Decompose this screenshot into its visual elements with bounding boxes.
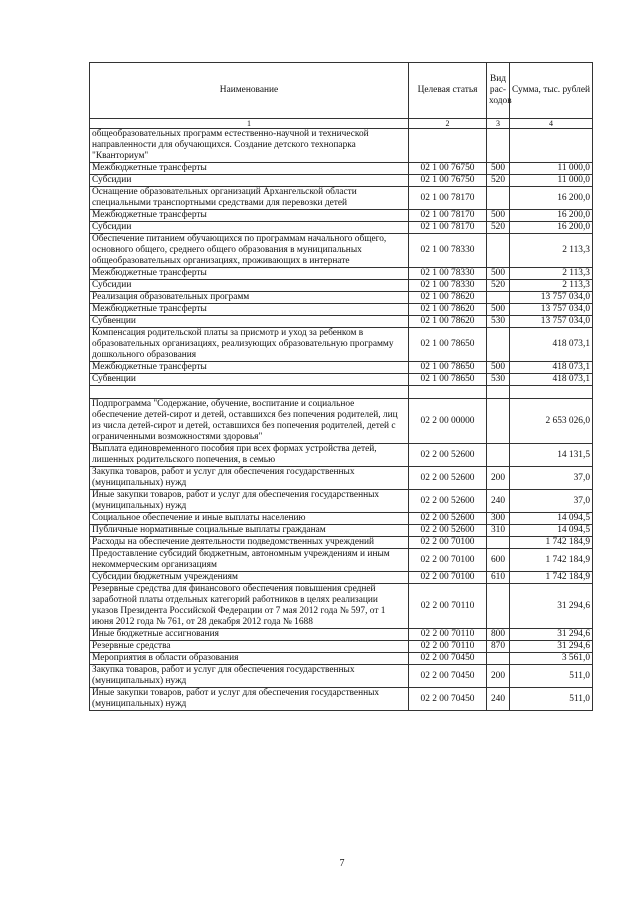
row-name: Межбюджетные трансферты bbox=[90, 163, 409, 175]
row-expense-type bbox=[487, 653, 510, 665]
row-target-code: 02 2 00 52600 bbox=[409, 490, 487, 513]
table-row bbox=[90, 399, 593, 444]
row-name: Субсидии bbox=[90, 222, 409, 234]
row-sum: 16 200,0 bbox=[510, 187, 593, 210]
column-number-row bbox=[90, 119, 593, 129]
row-expense-type bbox=[487, 187, 510, 210]
row-target-code: 02 1 00 78330 bbox=[409, 268, 487, 280]
row-expense-type: 500 bbox=[487, 163, 510, 175]
table-row bbox=[90, 328, 593, 362]
row-target-code: 02 1 00 78620 bbox=[409, 292, 487, 304]
page-number: 7 bbox=[339, 858, 345, 869]
row-expense-type bbox=[487, 386, 510, 399]
table-row bbox=[90, 280, 593, 292]
row-target-code: 02 2 00 70110 bbox=[409, 584, 487, 629]
row-target-code: 02 1 00 78620 bbox=[409, 316, 487, 328]
row-sum bbox=[510, 129, 593, 163]
row-target-code: 02 2 00 70100 bbox=[409, 572, 487, 584]
table-row bbox=[90, 490, 593, 513]
row-expense-type: 240 bbox=[487, 490, 510, 513]
table-row bbox=[90, 629, 593, 641]
row-sum: 2 653 026,0 bbox=[510, 399, 593, 444]
row-name: Межбюджетные трансферты bbox=[90, 210, 409, 222]
row-expense-type bbox=[487, 584, 510, 629]
row-target-code: 02 2 00 52600 bbox=[409, 513, 487, 525]
row-name: Подпрограмма "Содержание, обучение, воспитание и социальное обеспечение детей-сирот и детей, оставшихся без попечения родителей, лиц из числа детей-сирот и детей, оставшихся без попечения родителей, детей с ограниченными возможностями здоровья" bbox=[90, 399, 409, 444]
row-name: Публичные нормативные социальные выплаты гражданам bbox=[90, 525, 409, 537]
table-row bbox=[90, 549, 593, 572]
row-expense-type bbox=[487, 234, 510, 268]
header-sum: Сумма, тыс. рублей bbox=[510, 63, 593, 119]
row-sum: 31 294,6 bbox=[510, 584, 593, 629]
row-name: Оснащение образовательных организаций Архангельской области специальными транспортными средствами для перевозки детей bbox=[90, 187, 409, 210]
row-sum: 13 757 034,0 bbox=[510, 292, 593, 304]
column-number: 3 bbox=[487, 119, 510, 129]
row-sum: 14 094,5 bbox=[510, 525, 593, 537]
row-expense-type: 800 bbox=[487, 629, 510, 641]
row-expense-type: 520 bbox=[487, 280, 510, 292]
row-sum: 13 757 034,0 bbox=[510, 316, 593, 328]
column-number: 4 bbox=[510, 119, 593, 129]
table-row bbox=[90, 234, 593, 268]
row-target-code: 02 2 00 52600 bbox=[409, 444, 487, 467]
row-expense-type: 610 bbox=[487, 572, 510, 584]
row-sum: 3 561,0 bbox=[510, 653, 593, 665]
header-row bbox=[90, 63, 593, 119]
row-sum: 1 742 184,9 bbox=[510, 549, 593, 572]
row-expense-type: 500 bbox=[487, 362, 510, 374]
row-target-code: 02 1 00 78330 bbox=[409, 280, 487, 292]
row-expense-type: 310 bbox=[487, 525, 510, 537]
row-expense-type: 240 bbox=[487, 688, 510, 711]
row-sum: 511,0 bbox=[510, 665, 593, 688]
row-sum: 13 757 034,0 bbox=[510, 304, 593, 316]
row-name: Выплата единовременного пособия при всех формах устройства детей, лишенных родительского попечения, в семью bbox=[90, 444, 409, 467]
row-name: Предоставление субсидий бюджетным, автономным учреждениям и иным некоммерческим организациям bbox=[90, 549, 409, 572]
row-name: Субвенции bbox=[90, 374, 409, 386]
row-sum: 37,0 bbox=[510, 490, 593, 513]
row-target-code: 02 1 00 78650 bbox=[409, 362, 487, 374]
row-expense-type: 500 bbox=[487, 210, 510, 222]
row-expense-type: 520 bbox=[487, 175, 510, 187]
row-expense-type: 300 bbox=[487, 513, 510, 525]
table-row bbox=[90, 129, 593, 163]
table-row bbox=[90, 688, 593, 711]
row-expense-type: 530 bbox=[487, 374, 510, 386]
row-target-code: 02 1 00 78170 bbox=[409, 210, 487, 222]
row-expense-type: 500 bbox=[487, 304, 510, 316]
row-name: Субсидии бюджетным учреждениям bbox=[90, 572, 409, 584]
header-type: Вид рас-ходов bbox=[487, 63, 510, 119]
row-name: Мероприятия в области образования bbox=[90, 653, 409, 665]
table-row bbox=[90, 444, 593, 467]
row-target-code: 02 1 00 78330 bbox=[409, 234, 487, 268]
row-sum: 11 000,0 bbox=[510, 163, 593, 175]
row-target-code: 02 1 00 76750 bbox=[409, 163, 487, 175]
row-sum: 418 073,1 bbox=[510, 374, 593, 386]
table-row bbox=[90, 175, 593, 187]
row-name: Субсидии bbox=[90, 175, 409, 187]
row-sum: 418 073,1 bbox=[510, 362, 593, 374]
row-expense-type: 530 bbox=[487, 316, 510, 328]
row-expense-type: 600 bbox=[487, 549, 510, 572]
table-row bbox=[90, 316, 593, 328]
row-name: Межбюджетные трансферты bbox=[90, 268, 409, 280]
row-name: Обеспечение питанием обучающихся по программам начального общего, основного общего, среднего общего образования в муниципальных общеобразовательных организациях, проживающих в интернате bbox=[90, 234, 409, 268]
table-row bbox=[90, 362, 593, 374]
table-row bbox=[90, 537, 593, 549]
row-expense-type bbox=[487, 328, 510, 362]
row-sum: 31 294,6 bbox=[510, 629, 593, 641]
row-target-code: 02 1 00 76750 bbox=[409, 175, 487, 187]
row-target-code: 02 2 00 70110 bbox=[409, 629, 487, 641]
row-sum: 1 742 184,9 bbox=[510, 572, 593, 584]
table-row bbox=[90, 513, 593, 525]
row-name: Закупка товаров, работ и услуг для обеспечения государственных (муниципальных) нужд bbox=[90, 467, 409, 490]
row-target-code: 02 1 00 78620 bbox=[409, 304, 487, 316]
row-sum: 418 073,1 bbox=[510, 328, 593, 362]
row-name: Иные закупки товаров, работ и услуг для обеспечения государственных (муниципальных) нужд bbox=[90, 490, 409, 513]
row-sum: 1 742 184,9 bbox=[510, 537, 593, 549]
table-row bbox=[90, 665, 593, 688]
row-sum: 37,0 bbox=[510, 467, 593, 490]
row-name: Межбюджетные трансферты bbox=[90, 362, 409, 374]
row-target-code: 02 1 00 78650 bbox=[409, 328, 487, 362]
row-sum: 16 200,0 bbox=[510, 222, 593, 234]
row-target-code: 02 2 00 70450 bbox=[409, 653, 487, 665]
row-sum: 14 131,5 bbox=[510, 444, 593, 467]
row-expense-type bbox=[487, 399, 510, 444]
row-name: Расходы на обеспечение деятельности подведомственных учреждений bbox=[90, 537, 409, 549]
row-target-code: 02 2 00 70100 bbox=[409, 549, 487, 572]
table-row bbox=[90, 584, 593, 629]
header-name: Наименование bbox=[90, 63, 409, 119]
row-name: Субвенции bbox=[90, 316, 409, 328]
row-name: Иные бюджетные ассигнования bbox=[90, 629, 409, 641]
row-target-code: 02 1 00 78170 bbox=[409, 187, 487, 210]
row-target-code: 02 2 00 70450 bbox=[409, 665, 487, 688]
table-row bbox=[90, 187, 593, 210]
row-target-code: 02 1 00 78650 bbox=[409, 374, 487, 386]
row-target-code: 02 2 00 70100 bbox=[409, 537, 487, 549]
row-target-code: 02 2 00 52600 bbox=[409, 525, 487, 537]
row-name bbox=[90, 386, 409, 399]
row-expense-type: 500 bbox=[487, 268, 510, 280]
row-expense-type bbox=[487, 129, 510, 163]
row-name: Реализация образовательных программ bbox=[90, 292, 409, 304]
header-target: Целевая статья bbox=[409, 63, 487, 119]
table-row bbox=[90, 163, 593, 175]
column-number: 2 bbox=[409, 119, 487, 129]
row-expense-type bbox=[487, 537, 510, 549]
row-target-code: 02 2 00 00000 bbox=[409, 399, 487, 444]
row-name: Иные закупки товаров, работ и услуг для обеспечения государственных (муниципальных) нужд bbox=[90, 688, 409, 711]
table-row bbox=[90, 525, 593, 537]
row-expense-type: 200 bbox=[487, 665, 510, 688]
row-target-code: 02 1 00 78170 bbox=[409, 222, 487, 234]
row-target-code: 02 2 00 70110 bbox=[409, 641, 487, 653]
table-row bbox=[90, 386, 593, 399]
table-row bbox=[90, 374, 593, 386]
row-name: Закупка товаров, работ и услуг для обеспечения государственных (муниципальных) нужд bbox=[90, 665, 409, 688]
table-row bbox=[90, 268, 593, 280]
row-target-code bbox=[409, 129, 487, 163]
row-sum bbox=[510, 386, 593, 399]
row-target-code: 02 2 00 70450 bbox=[409, 688, 487, 711]
row-target-code: 02 2 00 52600 bbox=[409, 467, 487, 490]
row-sum: 2 113,3 bbox=[510, 280, 593, 292]
row-sum: 14 094,5 bbox=[510, 513, 593, 525]
table-row bbox=[90, 304, 593, 316]
budget-table bbox=[89, 62, 593, 711]
row-expense-type: 200 bbox=[487, 467, 510, 490]
table-row bbox=[90, 222, 593, 234]
row-name: общеобразовательных программ естественно-научной и технической направленности для обучающихся. Создание детского технопарка "Кванториум" bbox=[90, 129, 409, 163]
table-row bbox=[90, 467, 593, 490]
row-name: Межбюджетные трансферты bbox=[90, 304, 409, 316]
row-sum: 511,0 bbox=[510, 688, 593, 711]
row-expense-type: 870 bbox=[487, 641, 510, 653]
row-name: Резервные средства bbox=[90, 641, 409, 653]
row-name: Компенсация родительской платы за присмотр и уход за ребенком в образовательных организациях, реализующих образовательную программу дошкольного образования bbox=[90, 328, 409, 362]
row-sum: 2 113,3 bbox=[510, 268, 593, 280]
table-row bbox=[90, 292, 593, 304]
row-sum: 16 200,0 bbox=[510, 210, 593, 222]
row-sum: 11 000,0 bbox=[510, 175, 593, 187]
row-expense-type: 520 bbox=[487, 222, 510, 234]
table-row bbox=[90, 572, 593, 584]
row-name: Социальное обеспечение и иные выплаты населению bbox=[90, 513, 409, 525]
row-expense-type bbox=[487, 292, 510, 304]
row-name: Резервные средства для финансового обеспечения повышения средней заработной платы отдельных категорий работников в целях реализации указов Президента Российской Федерации от 7 мая 2012 года № 597, от 1 июня 2012 года № 761, от 28 декабря 2012 года № 1688 bbox=[90, 584, 409, 629]
row-sum: 31 294,6 bbox=[510, 641, 593, 653]
row-target-code bbox=[409, 386, 487, 399]
column-number: 1 bbox=[90, 119, 409, 129]
row-expense-type bbox=[487, 444, 510, 467]
table-row bbox=[90, 210, 593, 222]
row-name: Субсидии bbox=[90, 280, 409, 292]
row-sum: 2 113,3 bbox=[510, 234, 593, 268]
table-row bbox=[90, 641, 593, 653]
table-row bbox=[90, 653, 593, 665]
